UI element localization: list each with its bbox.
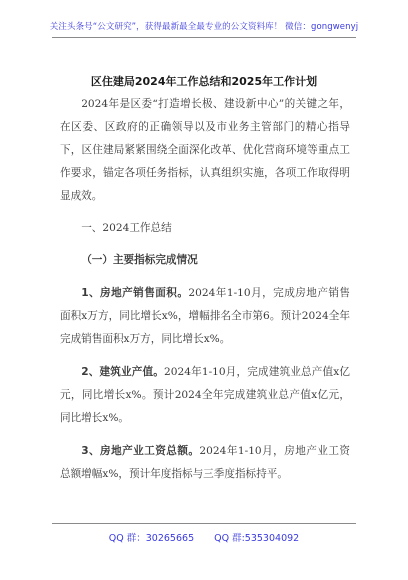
item-text: 2024年1-10月，完成房地产销售面积x万方，同比增长x%，增幅排名全市第6。预计2024全年完成销售面积x万方，同比增长x%。: [60, 287, 350, 345]
item-construction-output: [60, 361, 350, 430]
item-wage-total: [60, 440, 350, 486]
subsection-heading: （一）主要指标完成情况: [81, 254, 198, 266]
item-label: 3、房地产业工资总额。: [81, 445, 200, 457]
item-text: 2024年1-10月，房地产业工资总额增幅x%，预计年度指标与三季度指标持平。: [60, 445, 350, 480]
footer: [0, 530, 408, 544]
document-title: 区住建局2024年工作总结和2025年工作计划: [90, 75, 318, 88]
intro-paragraph: 2024年是区委“打造增长极、建设新中心”的关键之年，在区委、区政府的正确领导以及市业务主管部门的精心指导下，区住建局紧紧围绕全面深化改革、优化营商环境等重点工作要求，锚定各项任务指标，认真组织实施，各项工作取得明显成效。: [60, 98, 350, 202]
item-label: 2、建筑业产值。: [81, 366, 164, 378]
item-label: 1、房地产销售面积。: [81, 287, 189, 299]
footer-qq-group-2: QQ 群:535304092: [214, 533, 300, 544]
footer-qq-group-1: QQ 群：30265665: [108, 533, 195, 544]
section-heading: 一、2024工作总结: [81, 222, 172, 234]
document-body: [60, 93, 350, 486]
item-text: 2024年1-10月，完成建筑业总产值x亿元，同比增长x%。预计2024全年完成建筑业总产值x亿元，同比增长x%。: [60, 366, 351, 424]
header-banner: 关注头条号“公文研究”，获得最新最全最专业的公文资料库！ 微信：gongwenyj: [49, 22, 359, 32]
item-sales-area: [60, 282, 350, 351]
footer-divider: [52, 523, 356, 524]
header-divider: [52, 37, 356, 38]
